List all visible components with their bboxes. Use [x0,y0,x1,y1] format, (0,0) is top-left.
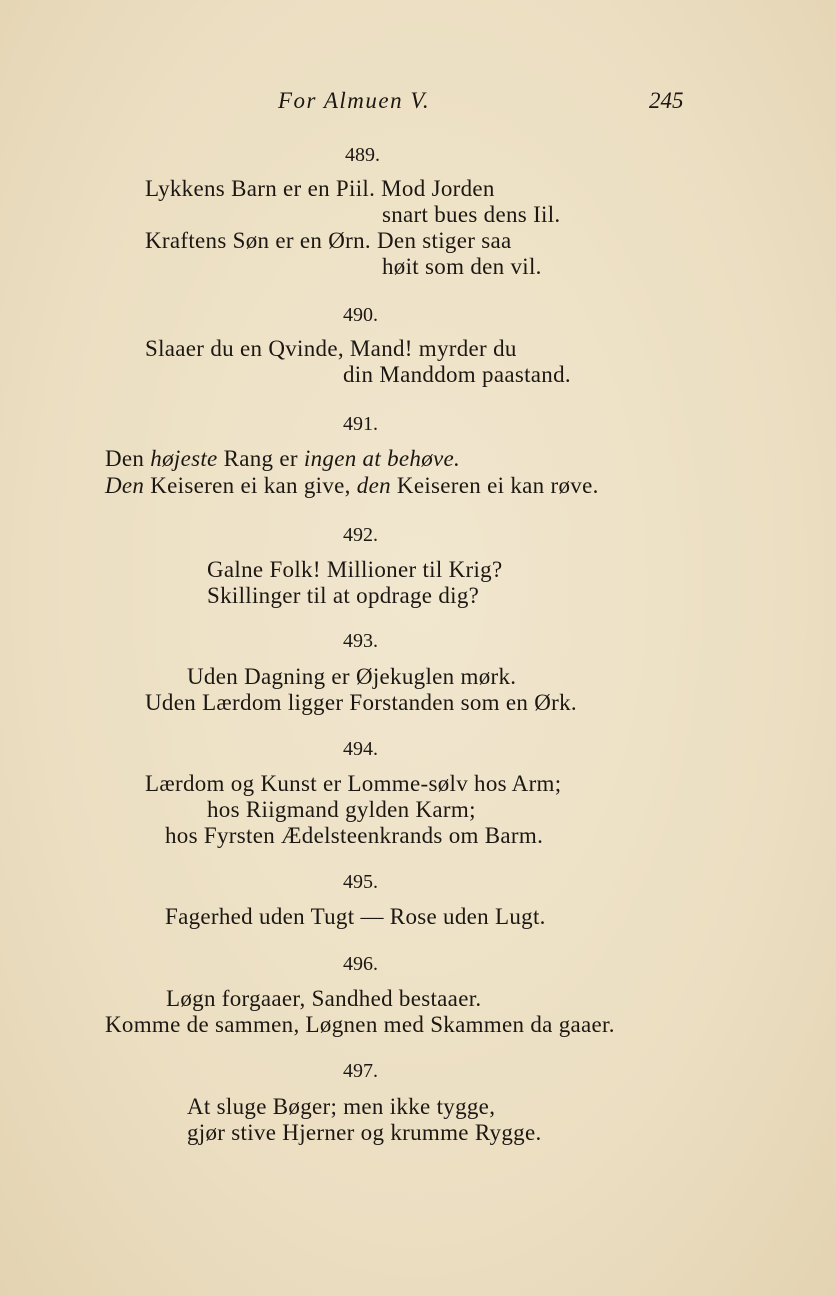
aphorism-number: 491. [343,413,378,435]
verse-line: Skillinger til at opdrage dig? [207,583,480,608]
verse-line: Slaaer du en Qvinde, Mand! myrder du [145,336,517,361]
italic-text: ingen at behøve. [303,446,461,471]
verse-line: snart bues dens Iil. [382,202,561,227]
aphorism-number: 492. [343,524,378,546]
italic-text: højeste [150,446,218,471]
verse-line: din Manddom paastand. [343,362,571,387]
running-head-title: For Almuen V. [278,88,431,113]
text-run: Keiseren ei kan røve. [390,473,599,498]
aphorism-number: 490. [343,304,378,326]
italic-text: den [356,473,391,498]
aphorism-number: 489. [345,144,380,166]
verse-line: hos Riigmand gylden Karm; [207,797,476,822]
verse-line [105,446,460,472]
verse-line: høit som den vil. [382,254,542,279]
verse-line: Lærdom og Kunst er Lomme-sølv hos Arm; [145,771,562,796]
verse-line: Løgn forgaaer, Sandhed bestaaer. [166,986,482,1011]
text-run: Den [105,446,151,471]
text-run: Keiseren ei kan give, [144,473,357,498]
verse-line: Uden Lærdom ligger Forstanden som en Ørk. [145,690,577,715]
verse-line: At sluge Bøger; men ikke tygge, [187,1094,496,1119]
page-number: 245 [649,88,684,113]
text-run: Rang er [217,446,304,471]
verse-line: Kraftens Søn er en Ørn. Den stiger saa [145,228,512,253]
verse-line: Komme de sammen, Løgnen med Skammen da gaaer. [105,1012,615,1037]
verse-line: gjør stive Hjerner og krumme Rygge. [187,1120,542,1145]
aphorism-number: 494. [343,738,378,760]
italic-text: Den [105,473,145,498]
aphorism-number: 497. [343,1060,378,1082]
aphorism-number: 495. [343,871,378,893]
verse-line: Uden Dagning er Øjekuglen mørk. [187,664,517,689]
verse-line: hos Fyrsten Ædelsteenkrands om Barm. [165,823,544,848]
aphorism-number: 493. [343,630,378,652]
verse-line: Fagerhed uden Tugt — Rose uden Lugt. [165,904,546,929]
verse-line: Lykkens Barn er en Piil. Mod Jorden [145,176,495,201]
verse-line: Galne Folk! Millioner til Krig? [207,557,503,582]
verse-line [105,473,599,499]
aphorism-number: 496. [343,953,378,975]
